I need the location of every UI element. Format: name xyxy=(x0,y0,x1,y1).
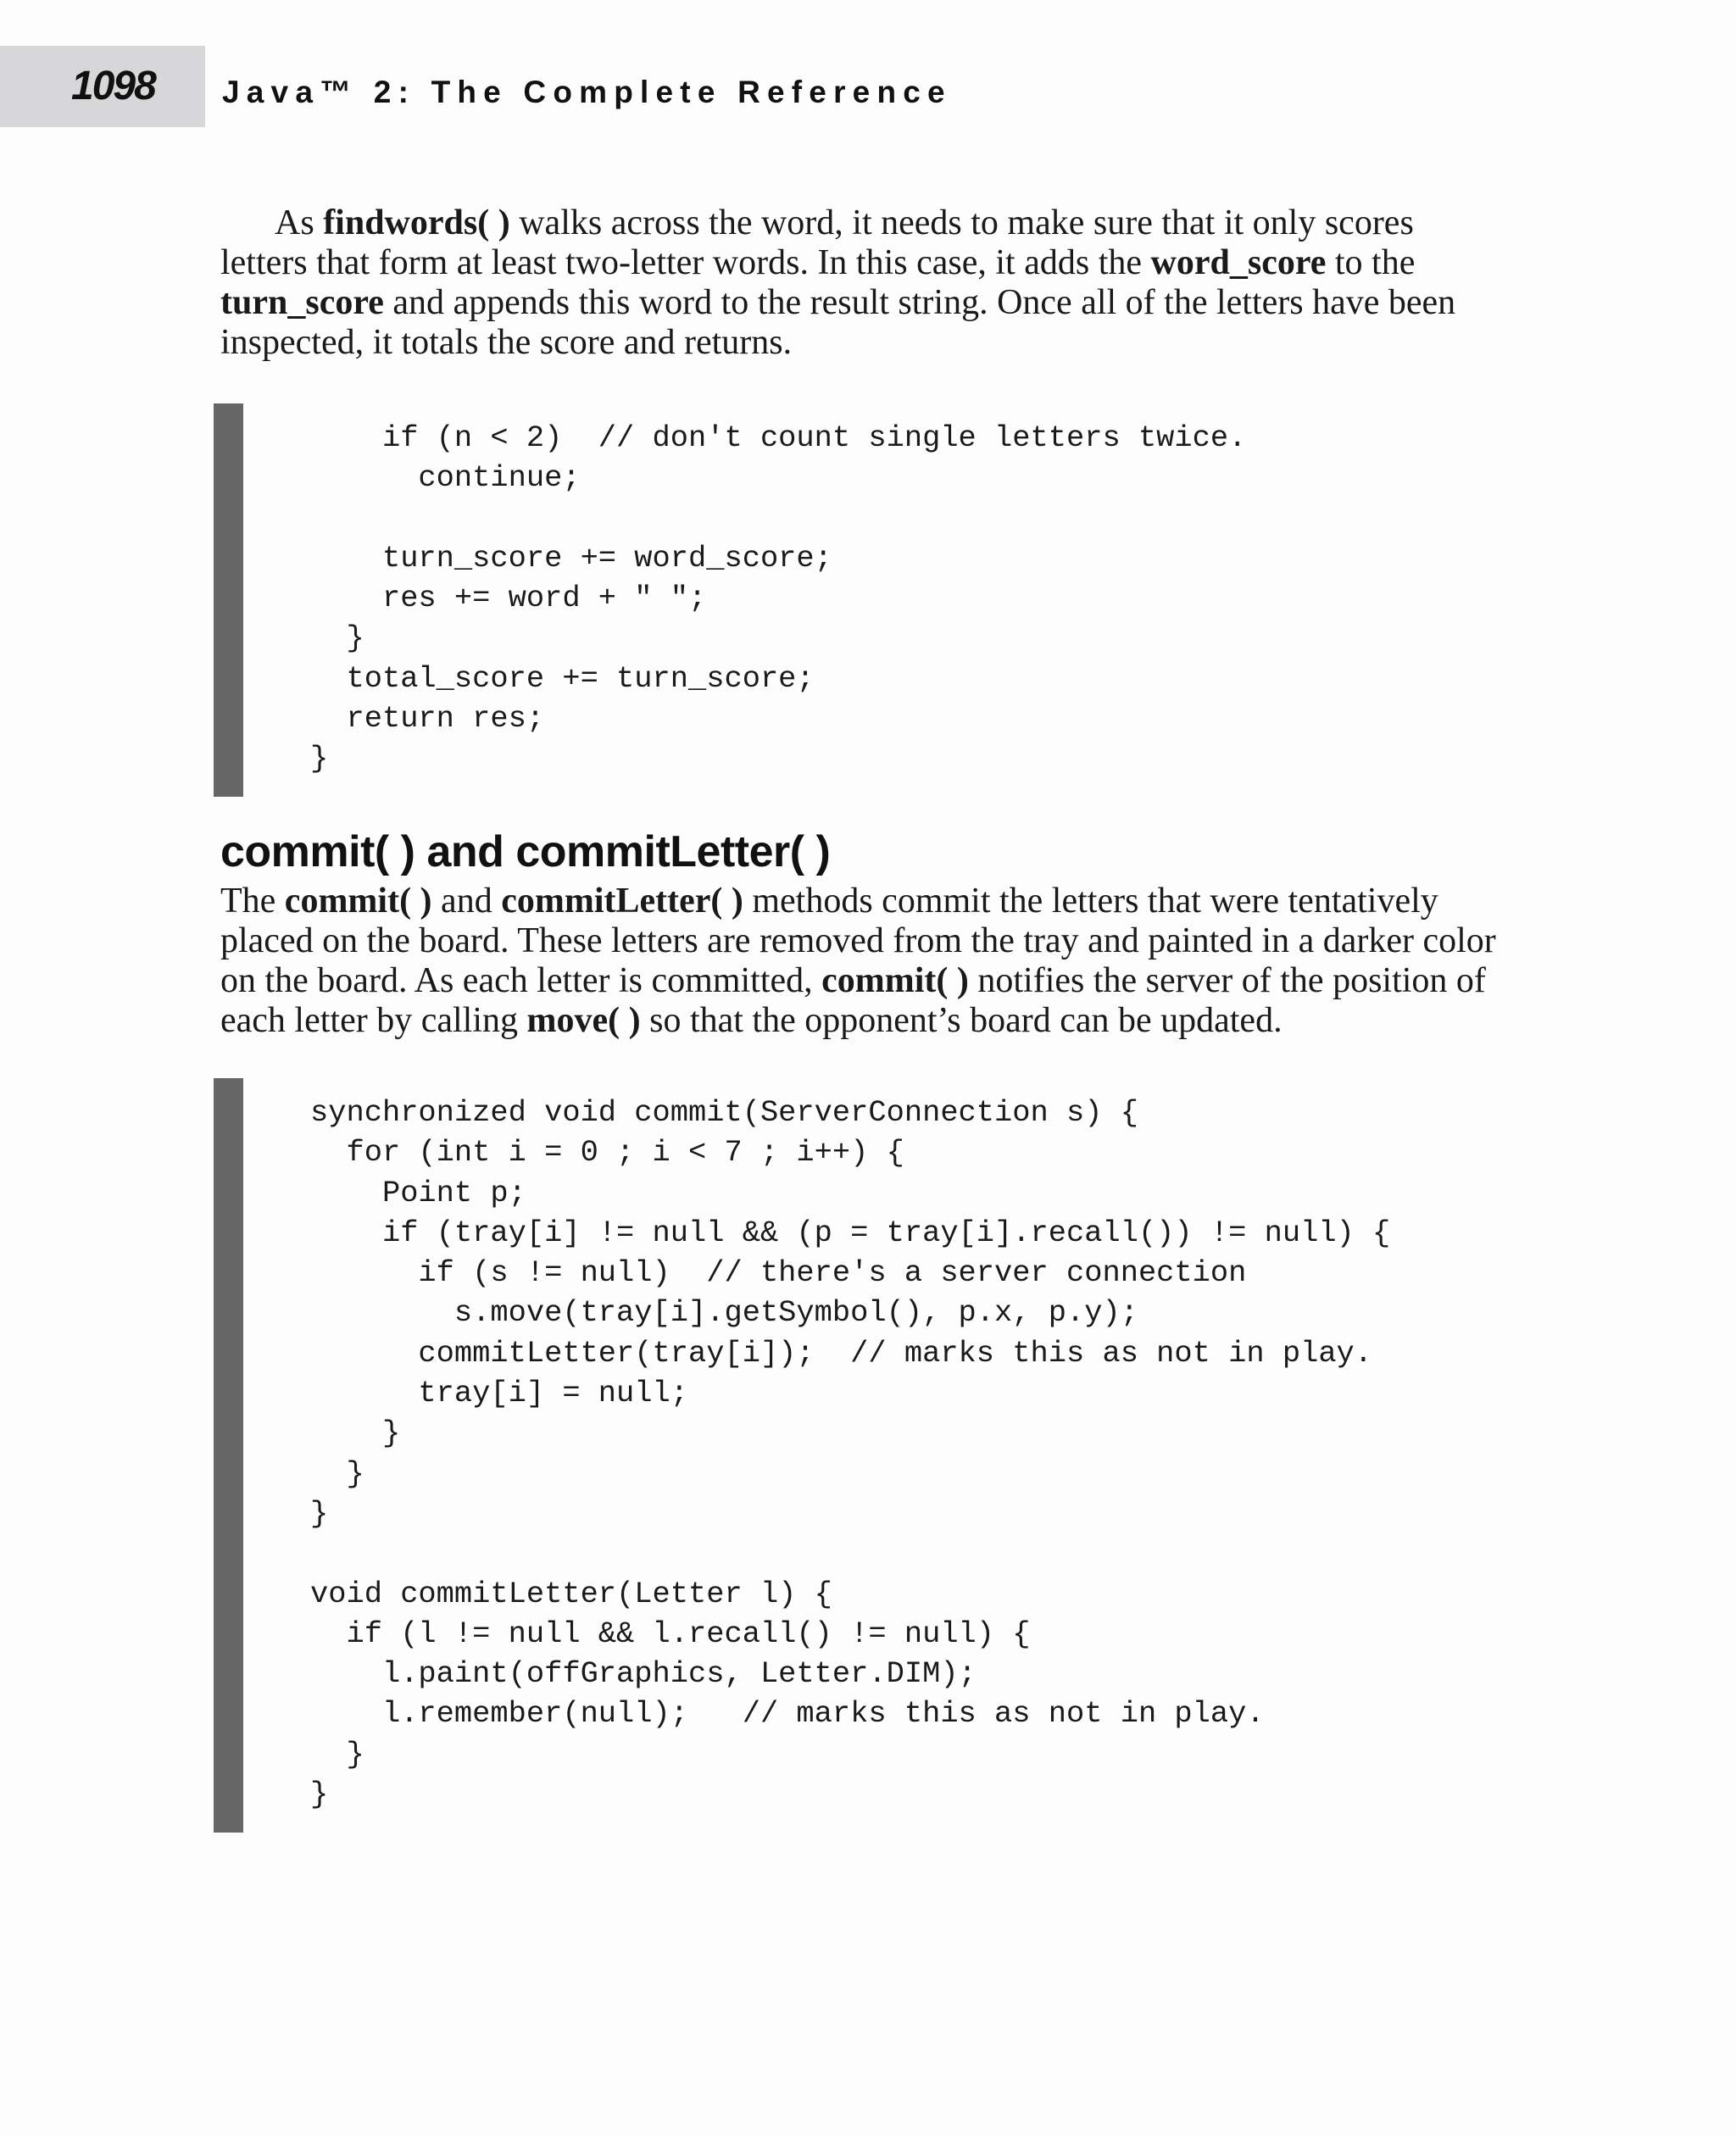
code-listing-findwords-end: if (n < 2) // don't count single letters twice. continue; turn_score += word_score; res += word + " "; } total_score += turn_score; return res; } xyxy=(310,421,1247,776)
paragraph-text: and xyxy=(431,882,502,921)
bold-term-findwords: findwords( ) xyxy=(323,203,510,242)
paragraph-text: so that the opponent’s board can be updated. xyxy=(640,1001,1283,1040)
code-listing-commit: synchronized void commit(ServerConnection s) { for (int i = 0 ; i < 7 ; i++) { Point p; if (tray[i] != null && (p = tray[i].recall()) != null) { if (s != null) // there's a server connection s.move(tray[i].getSymbol(), p.x, p.y); commitLetter(tray[i]); // marks this as not in play. tray[i] = null; } } } void commitLetter(Letter l) { if (l != null && l.recall() != null) { l.paint(offGraphics, Letter.DIM); l.remember(null); // marks this as not in play. } } xyxy=(310,1096,1391,1812)
running-head-title: Java™ 2: The Complete Reference xyxy=(222,75,952,109)
paragraph-text: methods commit the letters that were tentatively placed on the board. These letters are removed from the tray and painted in a darker color on the board. As each letter is committed, xyxy=(220,882,1496,1000)
paragraph-text: As xyxy=(275,203,324,242)
bold-term-commitletter: commitLetter( ) xyxy=(501,882,743,921)
paragraph-text: The xyxy=(220,882,285,921)
code-block-margin-bar xyxy=(214,403,243,797)
paragraph-text: to the xyxy=(1326,243,1416,282)
paragraph-findwords xyxy=(220,203,1509,363)
code-block-margin-bar xyxy=(214,1078,243,1833)
page-number: 1098 xyxy=(71,64,155,108)
bold-term-commit: commit( ) xyxy=(284,882,432,921)
bold-term-word-score: word_score xyxy=(1150,243,1327,282)
section-heading: commit( ) and commitLetter( ) xyxy=(220,827,831,876)
bold-term-turn-score: turn_score xyxy=(220,283,384,322)
paragraph-commit xyxy=(220,882,1509,1041)
bold-term-commit: commit( ) xyxy=(821,961,969,1000)
paragraph-text: and appends this word to the result string. Once all of the letters have been inspected, it totals the score and returns. xyxy=(220,283,1456,362)
bold-term-move: move( ) xyxy=(526,1001,641,1040)
paragraph-text: notifies the server of the position of each letter by calling xyxy=(220,961,1486,1040)
paragraph-text: walks across the word, it needs to make sure that it only scores letters that form at least two-letter words. In this case, it adds the xyxy=(220,203,1414,282)
